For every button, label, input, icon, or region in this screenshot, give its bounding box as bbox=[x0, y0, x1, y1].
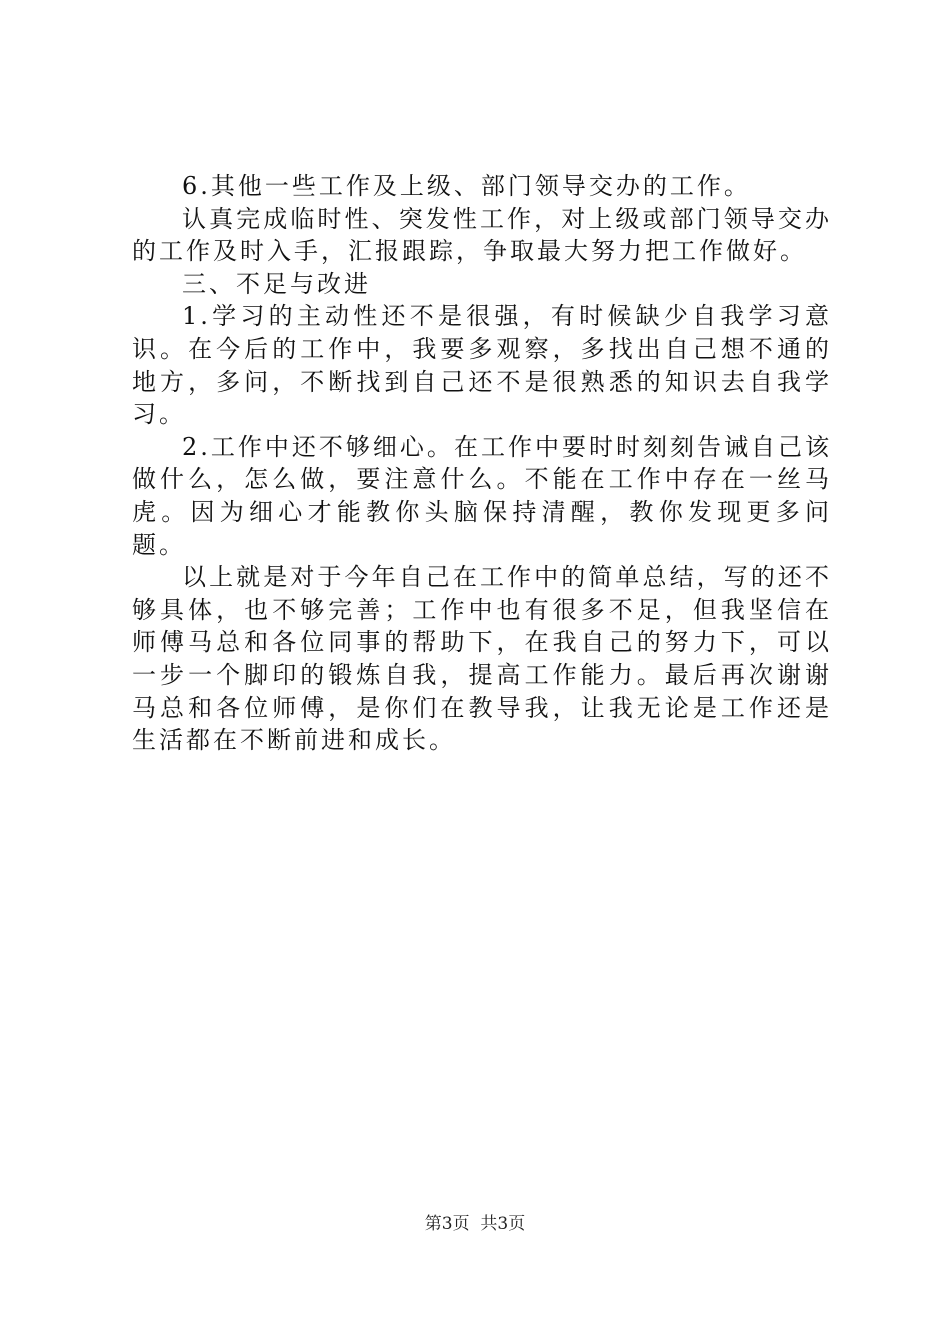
page-footer bbox=[0, 1212, 950, 1236]
document-body bbox=[132, 170, 832, 757]
paragraph-shortcoming-1: 1.学习的主动性还不是很强，有时候缺少自我学习意识。在今后的工作中，我要多观察，多找出自己想不通的地方，多问，不断找到自己还不是很熟悉的知识去自我学习。 bbox=[132, 302, 832, 429]
paragraph-temporary-work: 认真完成临时性、突发性工作，对上级或部门领导交办的工作及时入手，汇报跟踪，争取最大努力把工作做好。 bbox=[132, 204, 832, 266]
page-number: 第3页 bbox=[424, 1214, 470, 1234]
paragraph-item-6: 6.其他一些工作及上级、部门领导交办的工作。 bbox=[182, 172, 751, 200]
paragraph-conclusion: 以上就是对于今年自己在工作中的简单总结，写的还不够具体，也不够完善；工作中也有很多不足，但我坚信在师傅马总和各位同事的帮助下，在我自己的努力下，可以一步一个脚印的锻炼自我，提高工作能力。最后再次谢谢马总和各位师傅，是你们在教导我，让我无论是工作还是生活都在不断前进和成长。 bbox=[132, 563, 832, 755]
paragraph-shortcoming-2: 2.工作中还不够细心。在工作中要时时刻刻告诫自己该做什么，怎么做，要注意什么。不能在工作中存在一丝马虎。因为细心才能教你头脑保持清醒，教你发现更多问题。 bbox=[132, 432, 832, 559]
section-heading-shortcomings: 三、不足与改进 bbox=[182, 269, 371, 298]
page-total: 共3页 bbox=[480, 1214, 526, 1234]
